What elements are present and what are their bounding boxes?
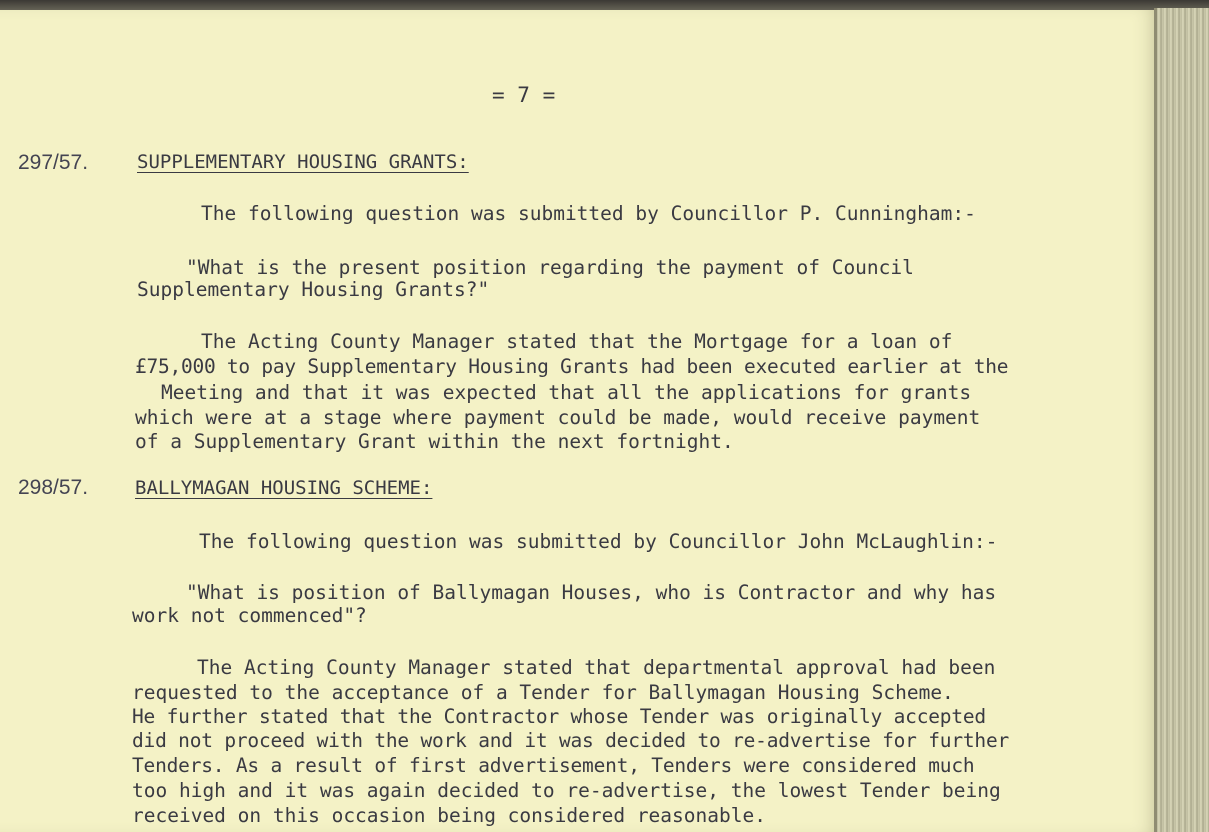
question-intro: The following question was submitted by Councillor John McLaughlin:- xyxy=(199,530,998,553)
reply-line: The Acting County Manager stated that the Mortgage for a loan of xyxy=(201,330,953,353)
item-heading: BALLYMAGAN HOUSING SCHEME: xyxy=(135,477,433,499)
document-page xyxy=(0,10,1160,832)
item-heading: SUPPLEMENTARY HOUSING GRANTS: xyxy=(137,151,469,173)
reply-line: received on this occasion being considered reasonable. xyxy=(132,804,766,827)
question-line: "What is position of Ballymagan Houses, who is Contractor and why has xyxy=(186,581,997,604)
reply-line: £75,000 to pay Supplementary Housing Grants had been executed earlier at the xyxy=(135,355,1009,378)
item-ref: 298/57. xyxy=(18,476,89,499)
reply-line: Meeting and that it was expected that all the applications for grants xyxy=(161,381,972,404)
item-ref: 297/57. xyxy=(18,151,89,174)
question-line: Supplementary Housing Grants?" xyxy=(137,278,490,301)
reply-line: which were at a stage where payment could be made, would receive payment xyxy=(135,406,981,429)
reply-line: did not proceed with the work and it was decided to re-advertise for further xyxy=(132,729,1010,752)
page-number: = 7 = xyxy=(492,83,556,107)
book-page-edges xyxy=(1154,8,1209,832)
reply-line: requested to the acceptance of a Tender for Ballymagan Housing Scheme. xyxy=(132,681,954,704)
reply-line: too high and it was again decided to re-advertise, the lowest Tender being xyxy=(132,779,1001,802)
reply-line: Tenders. As a result of first advertisement, Tenders were considered much xyxy=(132,754,975,777)
reply-line: He further stated that the Contractor whose Tender was originally accepted xyxy=(132,705,986,728)
question-intro: The following question was submitted by Councillor P. Cunningham:- xyxy=(201,202,976,225)
reply-line: The Acting County Manager stated that departmental approval had been xyxy=(197,656,996,679)
question-line: "What is the present position regarding the payment of Council xyxy=(186,256,914,279)
reply-line: of a Supplementary Grant within the next fortnight. xyxy=(135,430,734,453)
question-line: work not commenced"? xyxy=(132,604,367,627)
